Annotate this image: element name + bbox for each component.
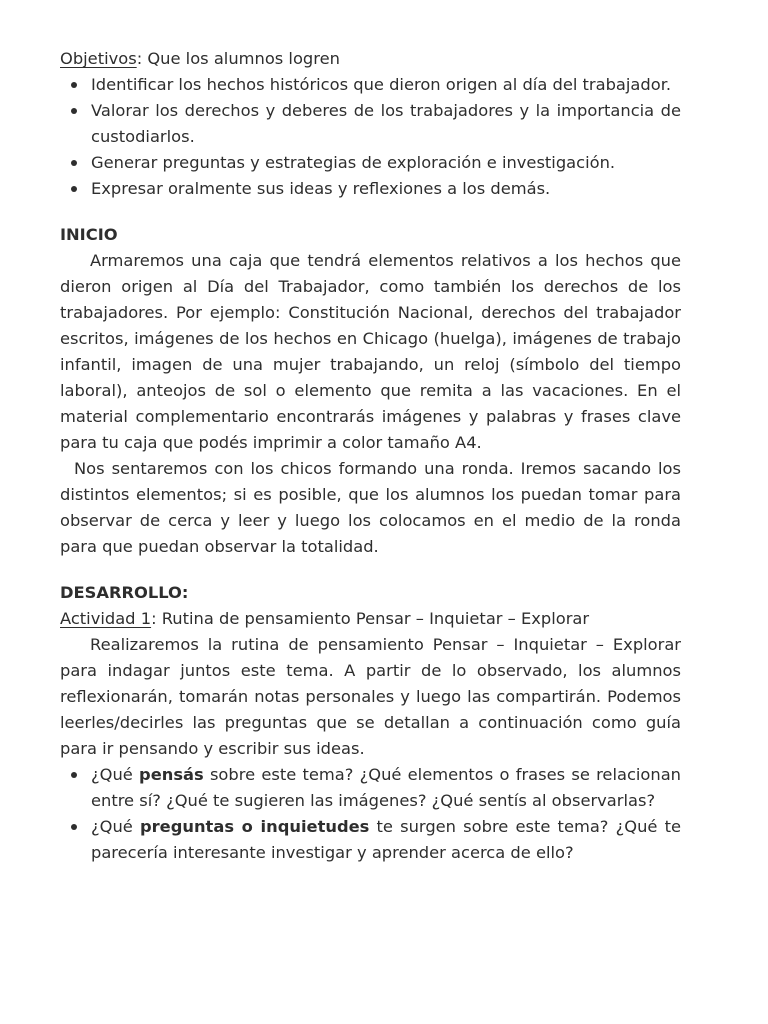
list-item bbox=[91, 814, 681, 866]
activity-line bbox=[60, 606, 681, 632]
objetivos-intro: : Que los alumnos logren bbox=[136, 49, 340, 68]
question-list bbox=[60, 762, 681, 866]
desarrollo-heading: DESARROLLO: bbox=[60, 583, 189, 602]
objetivos-list bbox=[60, 72, 681, 202]
list-item bbox=[91, 762, 681, 814]
list-item: Identificar los hechos históricos que dieron origen al día del trabajador. bbox=[91, 72, 681, 98]
activity-title: : Rutina de pensamiento Pensar – Inquietar – Explorar bbox=[151, 609, 590, 628]
question-text: sobre este tema? ¿Qué elementos o frases se relacionan entre sí? ¿Qué te sugieren las imágenes? ¿Qué sentís al observarlas? bbox=[91, 765, 682, 810]
question-text: ¿Qué bbox=[91, 765, 140, 784]
question-keyword: preguntas o inquietudes bbox=[139, 817, 370, 836]
objetivos-line bbox=[60, 46, 681, 72]
objetivos-label: Objetivos bbox=[60, 49, 137, 68]
inicio-paragraph-2: Nos sentaremos con los chicos formando una ronda. Iremos sacando los distintos elementos; si es posible, que los alumnos los puedan tomar para observar de cerca y leer y luego los colocamos en el medio de la ronda para que puedan observar la totalidad. bbox=[60, 459, 681, 556]
list-item: Expresar oralmente sus ideas y reflexiones a los demás. bbox=[91, 176, 681, 202]
question-keyword: pensás bbox=[139, 765, 204, 784]
desarrollo-paragraph: Realizaremos la rutina de pensamiento Pensar – Inquietar – Explorar para indagar juntos este tema. A partir de lo observado, los alumnos reflexionarán, tomarán notas personales y luego las compartirán. Podemos leerles/decirles las preguntas que se detallan a continuación como guía para ir pensando y escribir sus ideas. bbox=[60, 635, 681, 758]
question-text: te surgen sobre este tema? ¿Qué te parecería interesante investigar y aprender acerca de ello? bbox=[91, 817, 681, 862]
inicio-heading: INICIO bbox=[60, 225, 118, 244]
list-item: Generar preguntas y estrategias de exploración e investigación. bbox=[91, 150, 681, 176]
list-item: Valorar los derechos y deberes de los trabajadores y la importancia de custodiarlos. bbox=[91, 98, 681, 150]
inicio-paragraph-1: Armaremos una caja que tendrá elementos relativos a los hechos que dieron origen al Día del Trabajador, como también los derechos de los trabajadores. Por ejemplo: Constitución Nacional, derechos del trabajador escritos, imágenes de los hechos en Chicago (huelga), imágenes de trabajo infantil, imagen de una mujer trabajando, un reloj (símbolo del tiempo laboral), anteojos de sol o elemento que remita a las vacaciones. En el material complementario encontrarás imágenes y palabras y frases clave para tu caja que podés imprimir a color tamaño A4. bbox=[60, 251, 681, 452]
question-text: ¿Qué bbox=[91, 817, 140, 836]
document-page bbox=[60, 46, 681, 866]
activity-label: Actividad 1 bbox=[60, 609, 152, 628]
